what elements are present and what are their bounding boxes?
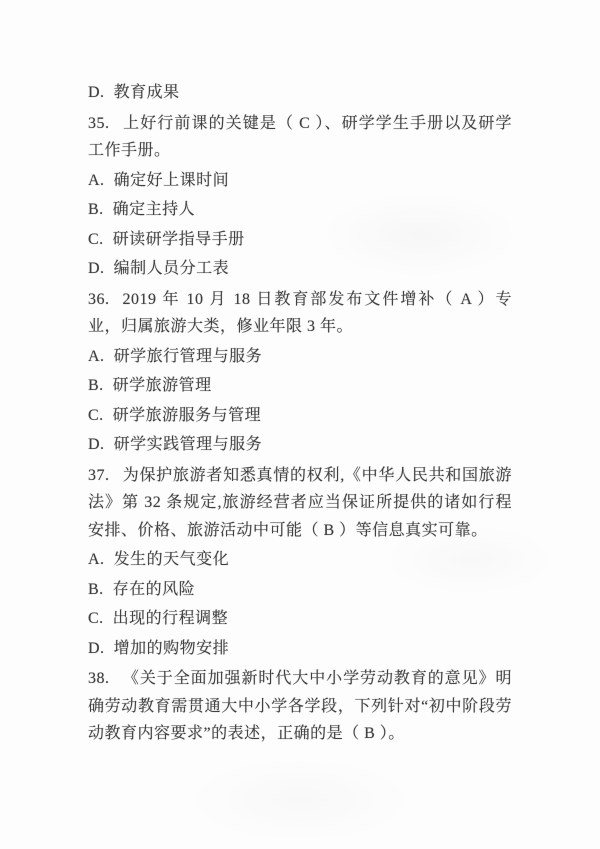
option-label: C. <box>88 230 104 248</box>
option-text: 出现的行程调整 <box>112 610 229 627</box>
question-37-option-c <box>88 605 512 633</box>
question-35-stem <box>88 110 512 165</box>
option-label: B. <box>88 377 104 394</box>
option-label: C. <box>88 406 104 424</box>
question-38-stem <box>88 665 512 748</box>
option-text: 增加的购物安排 <box>113 639 230 657</box>
question-37-option-a <box>88 546 512 574</box>
question-stem-text: 《关于全面加强新时代大中小学劳动教育的意见》明确劳动教育需贯通大中小学各学段，下列针对“初中阶段劳动教育内容要求”的表述，正确的是（ B ）。 <box>88 670 512 742</box>
option-text: 教育成果 <box>113 84 180 101</box>
option-label: D. <box>88 639 105 657</box>
question-36-option-d <box>88 431 512 459</box>
question-35-option-b <box>88 196 512 224</box>
exam-document <box>88 0 512 750</box>
question-36-option-b <box>88 372 512 400</box>
question-number: 37. <box>88 466 110 484</box>
option-label: D. <box>88 260 105 277</box>
option-text: 编制人员分工表 <box>113 260 230 277</box>
question-stem-text: 上好行前课的关键是（ C ）、研学学生手册以及研学工作手册。 <box>88 114 512 159</box>
option-label: D. <box>88 436 105 453</box>
option-label: B. <box>88 201 104 218</box>
option-text: 研学旅游服务与管理 <box>112 406 262 424</box>
option-label: B. <box>88 580 104 598</box>
option-text: 研学旅游管理 <box>112 377 212 394</box>
question-stem-text: 为保护旅游者知悉真情的权利,《中华人民共和国旅游法》第 32 条规定,旅游经营者应当保证所提供的诸如行程安排、价格、旅游活动中可能（ B ）等信息真实可靠。 <box>88 466 512 539</box>
question-stem-text: 2019 年 10 月 18 日教育部发布文件增补（ A ）专业，归属旅游大类，修业年限 3 年。 <box>88 290 512 335</box>
option-text: 确定主持人 <box>112 201 196 218</box>
option-label: D. <box>88 84 105 101</box>
option-text: 研读研学指导手册 <box>112 230 245 248</box>
question-37-stem <box>88 462 512 545</box>
question-number: 35. <box>88 114 110 132</box>
question-37-option-d <box>88 635 512 663</box>
question-36-option-a <box>88 343 512 371</box>
option-text: 发生的天气变化 <box>113 551 230 568</box>
option-label: A. <box>88 171 105 189</box>
question-35-option-a <box>88 167 512 195</box>
question-number: 38. <box>88 670 110 687</box>
question-35-option-c <box>88 226 512 254</box>
option-text: 存在的风险 <box>112 580 196 598</box>
question-number: 36. <box>88 290 110 308</box>
question-35-option-d <box>88 255 512 283</box>
option-text: 确定好上课时间 <box>113 171 230 189</box>
question-37-option-b <box>88 576 512 604</box>
orphan-option-row <box>88 79 512 107</box>
question-36-stem <box>88 286 512 341</box>
option-text: 研学旅行管理与服务 <box>113 347 263 365</box>
option-text: 研学实践管理与服务 <box>113 436 263 453</box>
option-label: A. <box>88 551 105 568</box>
question-36-option-c <box>88 402 512 430</box>
option-label: A. <box>88 347 105 365</box>
option-label: C. <box>88 610 104 627</box>
